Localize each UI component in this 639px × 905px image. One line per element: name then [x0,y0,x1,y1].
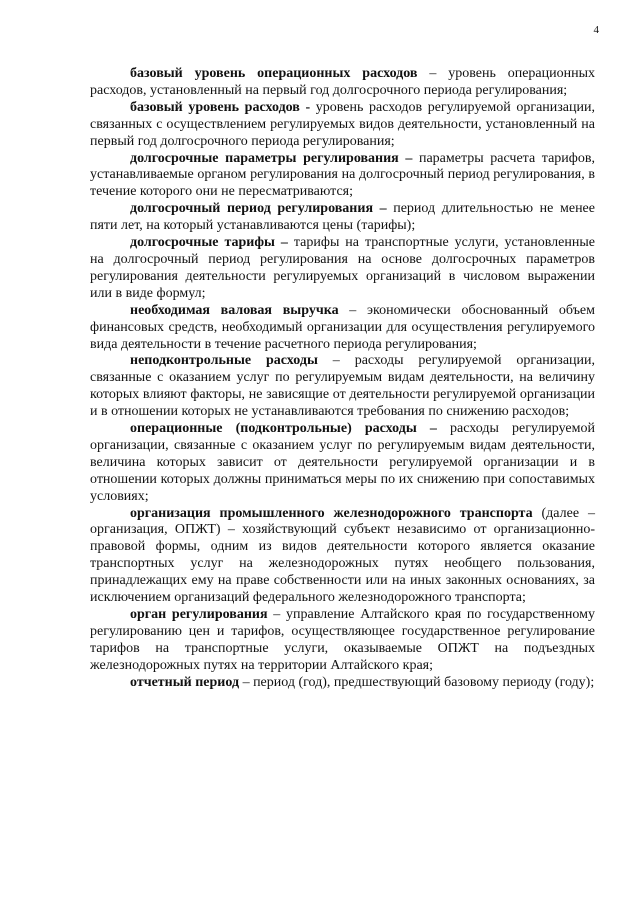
definition-text: – расходы регулируемой организации, связанные с оказанием услуг по регулируемым видам деятельности, на величину которых влияют факторы, не зависящие от деятельности регулируемой организации и в отношении которых не устанавливаются требования по снижению расходов; [90,353,596,420]
definition-paragraph [90,66,595,100]
definition-paragraph [90,303,595,354]
definition-text: период длительностью не менее пяти лет, на который устанавливаются цены (тарифы); [90,201,595,234]
definition-paragraph [90,421,595,506]
definitions-list [90,66,595,692]
definition-paragraph [90,201,595,235]
definition-term: базовый уровень операционных расходов [130,66,418,81]
definition-term: операционные (подконтрольные) расходы – [130,421,437,437]
page-number: 4 [593,24,599,36]
definition-text: – управление Алтайского края по государственному регулированию цен и тарифов, осуществляющее государственное регулирование тарифов на транспортные услуги, оказываемые ОПЖТ на подъездных железнодорожных путях на территории Алтайского края; [90,607,595,673]
definition-term: базовый уровень расходов - [130,99,311,115]
definition-text: параметры расчета тарифов, устанавливаемые органом регулирования на долгосрочный период регулирования, в течение которого они не пересматриваются; [90,150,595,200]
definition-paragraph [90,151,595,202]
definition-paragraph [90,607,595,675]
definition-term: отчетный период [130,674,240,690]
definition-paragraph [90,675,595,692]
definition-text: – экономически обоснованный объем финансовых средств, необходимый организации для осуществления регулируемого вида деятельности в течение расчетного периода регулирования; [90,302,596,352]
definition-text: (далее – организация, ОПЖТ) – хозяйствующий субъект независимо от организационно-правовой формы, одним из видов деятельности которого является оказание транспортных услуг на железнодорожных путях необщего пользования, принадлежащих ему на праве собственности или на иных законных основаниях, за исключением организаций федерального железнодорожного транспорта; [90,505,595,606]
definition-text: расходы регулируемой организации, связанные с оказанием услуг по регулируемым видам деятельности, величина которых зависит от деятельности регулируемой организации и в отношении которых должны приниматься меры по их снижению при сопоставимых условиях; [90,421,595,504]
definition-text: тарифы на транспортные услуги, установленные на долгосрочный период регулирования на основе долгосрочных параметров регулирования деятельности регулируемых организаций в числовом выражении или в виде формул; [90,235,595,301]
definition-term: долгосрочные тарифы – [130,235,288,251]
definition-text: – период (год), предшествующий базовому периоду (году); [239,674,595,690]
definition-term: долгосрочный период регулирования – [130,201,387,217]
definition-paragraph [90,235,595,303]
definition-text: – уровень операционных расходов, установленный на первый год долгосрочного периода регулирования; [90,66,595,98]
definition-text: уровень расходов регулируемой организации, связанных с осуществлением регулируемых видов деятельности, установленный на первый год долгосрочного периода регулирования; [90,99,595,149]
definition-term: орган регулирования [130,607,268,622]
definition-paragraph [90,353,595,421]
definition-paragraph [90,100,595,151]
definition-term: организация промышленного железнодорожного транспорта [130,505,533,521]
definition-term: долгосрочные параметры регулирования – [130,150,413,166]
definition-paragraph [90,506,595,607]
definition-term: необходимая валовая выручка [130,302,339,318]
definition-term: неподконтрольные расходы [130,353,318,369]
